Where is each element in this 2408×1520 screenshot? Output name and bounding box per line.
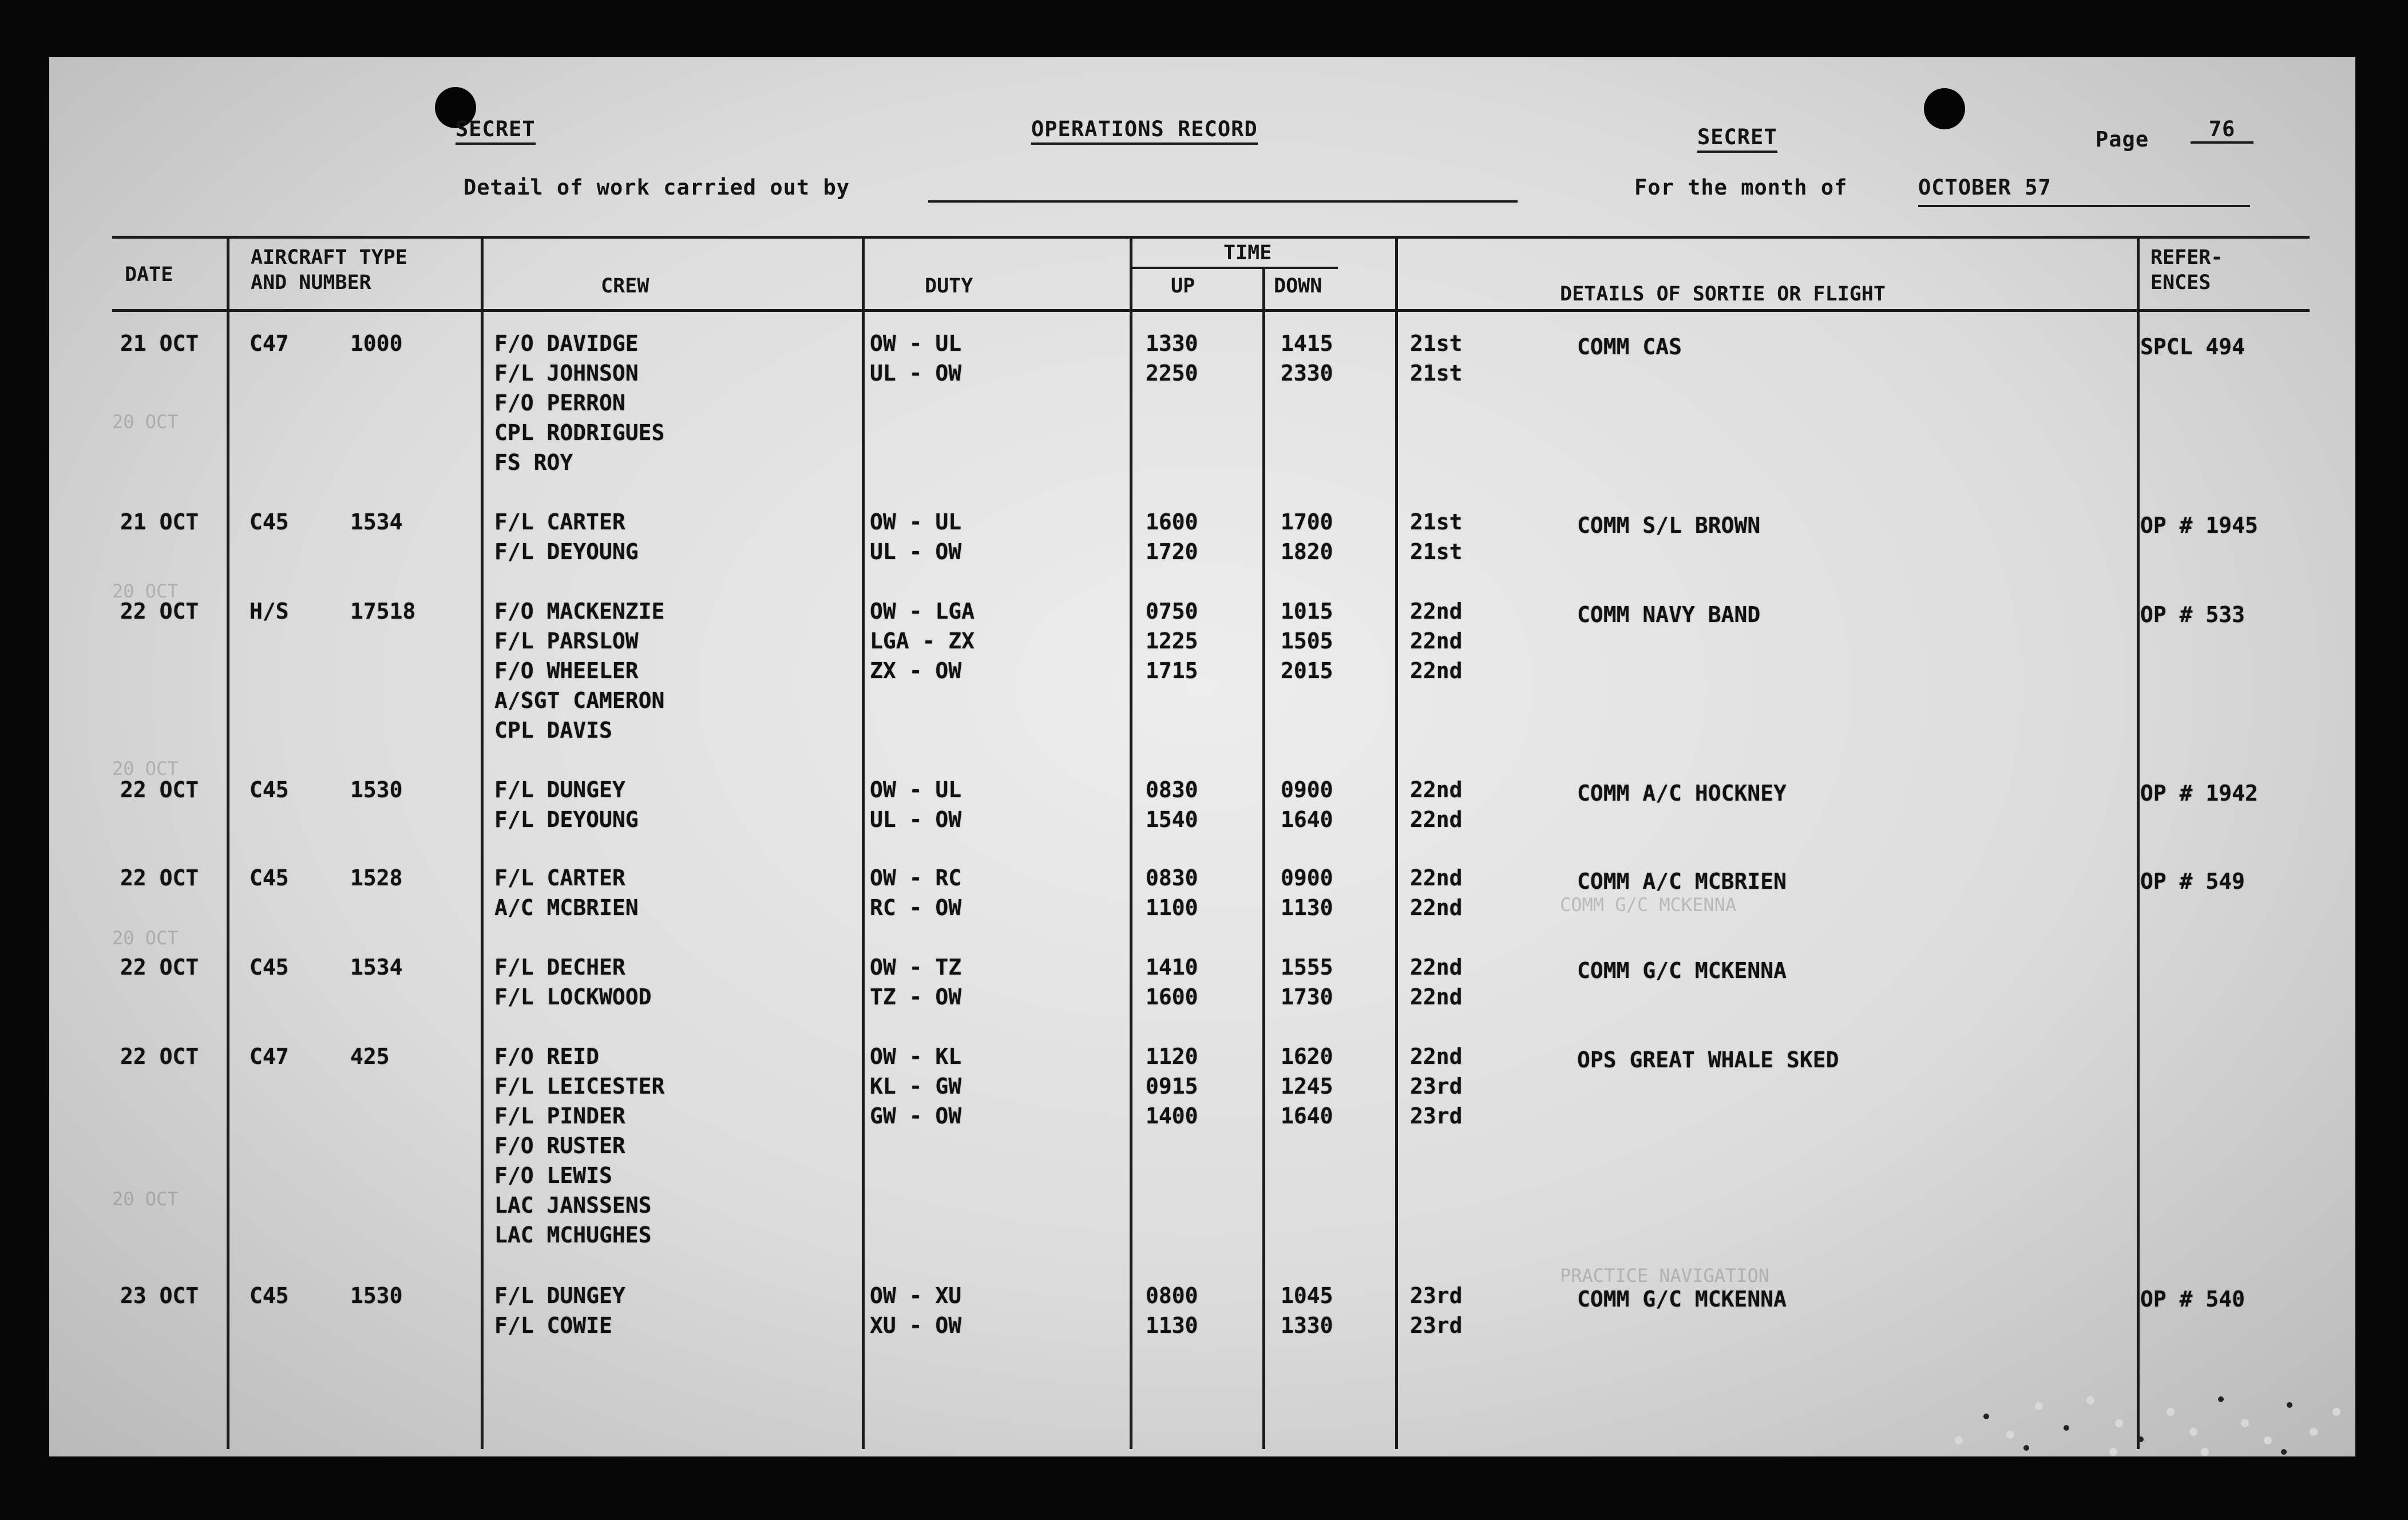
aircraft-type: C47 (249, 1044, 289, 1069)
crew-member: F/O LEWIS (494, 1163, 612, 1188)
duty-route: GW - OW (870, 1103, 962, 1129)
column-divider (1395, 236, 1398, 1449)
entry-date: 21 OCT (120, 331, 199, 356)
time-up: 1600 (1146, 984, 1198, 1010)
aircraft-number: 1530 (350, 1283, 403, 1308)
time-down: 1505 (1281, 628, 1333, 654)
flight-day: 22nd (1410, 658, 1463, 683)
duty-route: UL - OW (870, 807, 962, 832)
flight-day: 22nd (1410, 865, 1463, 890)
time-subheader-rule (1130, 267, 1338, 269)
reference: OP # 1945 (2140, 513, 2258, 538)
flight-day: 21st (1410, 509, 1463, 535)
sortie-details: COMM A/C HOCKNEY (1577, 781, 1787, 806)
aircraft-type: C45 (249, 509, 289, 535)
reference: OP # 533 (2140, 602, 2245, 627)
aircraft-type: H/S (249, 599, 289, 624)
flight-day: 22nd (1410, 628, 1463, 654)
damage-speck (2167, 1408, 2175, 1416)
time-up: 1120 (1146, 1044, 1198, 1069)
duty-route: OW - KL (870, 1044, 962, 1069)
sortie-details: COMM G/C MCKENNA (1577, 1287, 1787, 1312)
flight-day: 22nd (1410, 807, 1463, 832)
damage-speck (2189, 1428, 2197, 1436)
sortie-details: COMM G/C MCKENNA (1577, 958, 1787, 983)
duty-route: OW - TZ (870, 955, 962, 980)
entry-date: 22 OCT (120, 865, 199, 890)
page-number: 76 (2191, 117, 2253, 144)
time-down: 1415 (1281, 331, 1333, 356)
duty-route: OW - RC (870, 865, 962, 890)
entry-date: 22 OCT (120, 955, 199, 980)
secret-label-left: SECRET (456, 117, 536, 145)
duty-route: XU - OW (870, 1313, 962, 1338)
crew-member: F/L CARTER (494, 509, 625, 535)
time-up: 1225 (1146, 628, 1198, 654)
bleed-through-mark: 20 OCT (112, 927, 179, 949)
bleed-through-mark: COMM G/C MCKENNA (1560, 894, 1737, 916)
time-down: 1700 (1281, 509, 1333, 535)
reference: OP # 540 (2140, 1287, 2245, 1312)
aircraft-type: C47 (249, 331, 289, 356)
aircraft-type: C45 (249, 1283, 289, 1308)
bleed-through-mark: 20 OCT (112, 758, 179, 779)
column-divider (227, 236, 229, 1449)
damage-speck (2332, 1408, 2340, 1416)
flight-day: 22nd (1410, 895, 1463, 920)
damage-speck (2281, 1449, 2287, 1455)
damage-speck (2109, 1448, 2117, 1456)
secret-label-right: SECRET (1697, 125, 1777, 153)
time-up: 1720 (1146, 539, 1198, 564)
aircraft-number: 425 (350, 1044, 390, 1069)
crew-member: F/L CARTER (494, 865, 625, 890)
damage-speck (2218, 1396, 2224, 1402)
aircraft-number: 17518 (350, 599, 416, 624)
header-references-2: ENCES (2150, 271, 2211, 294)
damage-speck (2138, 1436, 2144, 1442)
header-date: DATE (125, 263, 173, 286)
header-time: TIME (1223, 242, 1272, 264)
duty-route: OW - UL (870, 331, 962, 356)
table-top-rule (112, 236, 2310, 239)
time-down: 0900 (1281, 777, 1333, 802)
time-up: 1715 (1146, 658, 1198, 683)
duty-route: OW - UL (870, 509, 962, 535)
time-down: 1555 (1281, 955, 1333, 980)
time-up: 1540 (1146, 807, 1198, 832)
flight-day: 23rd (1410, 1283, 1463, 1308)
header-aircraft-line-1: AIRCRAFT TYPE (251, 246, 407, 269)
duty-route: OW - LGA (870, 599, 975, 624)
aircraft-number: 1530 (350, 777, 403, 802)
crew-member: A/SGT CAMERON (494, 688, 665, 713)
column-divider (1130, 236, 1132, 1449)
time-up: 0830 (1146, 777, 1198, 802)
damage-speck (1983, 1414, 1989, 1419)
duty-route: RC - OW (870, 895, 962, 920)
header-down: DOWN (1274, 275, 1322, 298)
column-divider (481, 236, 484, 1449)
sortie-details: COMM CAS (1577, 334, 1682, 359)
header-aircraft-line-2: AND NUMBER (251, 271, 371, 294)
crew-member: F/L DEYOUNG (494, 539, 639, 564)
crew-member: F/O PERRON (494, 390, 625, 415)
damage-speck (1955, 1436, 1963, 1444)
entry-date: 22 OCT (120, 777, 199, 802)
duty-route: LGA - ZX (870, 628, 975, 654)
entry-date: 22 OCT (120, 1044, 199, 1069)
time-down: 1640 (1281, 1103, 1333, 1129)
crew-member: FS ROY (494, 450, 573, 475)
crew-member: F/O WHEELER (494, 658, 639, 683)
table-header-rule (112, 309, 2310, 312)
crew-member: A/C MCBRIEN (494, 895, 639, 920)
duty-route: KL - GW (870, 1074, 962, 1099)
flight-day: 21st (1410, 331, 1463, 356)
time-up: 2250 (1146, 361, 1198, 386)
crew-member: CPL DAVIS (494, 718, 612, 743)
time-up: 1330 (1146, 331, 1198, 356)
aircraft-type: C45 (249, 865, 289, 890)
crew-member: LAC MCHUGHES (494, 1222, 652, 1248)
reference: SPCL 494 (2140, 334, 2245, 359)
duty-route: ZX - OW (870, 658, 962, 683)
crew-member: F/L JOHNSON (494, 361, 639, 386)
crew-member: F/L LOCKWOOD (494, 984, 652, 1010)
time-down: 1015 (1281, 599, 1333, 624)
entry-date: 22 OCT (120, 599, 199, 624)
damage-speck (2064, 1425, 2069, 1431)
time-down: 2015 (1281, 658, 1333, 683)
aircraft-number: 1000 (350, 331, 403, 356)
crew-member: CPL RODRIGUES (494, 420, 665, 445)
damage-speck (2310, 1428, 2318, 1436)
damage-speck (2115, 1419, 2123, 1427)
aircraft-number: 1528 (350, 865, 403, 890)
flight-day: 23rd (1410, 1313, 1463, 1338)
crew-member: F/L PARSLOW (494, 628, 639, 654)
aircraft-number: 1534 (350, 955, 403, 980)
page-title: OPERATIONS RECORD (1031, 117, 1258, 145)
crew-member: F/O MACKENZIE (494, 599, 665, 624)
time-down: 1620 (1281, 1044, 1333, 1069)
crew-member: F/L DEYOUNG (494, 807, 639, 832)
document-sheet (49, 57, 2355, 1456)
flight-day: 22nd (1410, 777, 1463, 802)
flight-day: 23rd (1410, 1103, 1463, 1129)
damage-speck (2006, 1431, 2014, 1439)
sortie-details: COMM NAVY BAND (1577, 602, 1761, 627)
crew-member: F/O RUSTER (494, 1133, 625, 1158)
bleed-through-mark: 20 OCT (112, 580, 179, 602)
detail-underline (928, 200, 1518, 203)
time-up: 1100 (1146, 895, 1198, 920)
time-up: 0750 (1146, 599, 1198, 624)
time-up: 1600 (1146, 509, 1198, 535)
crew-member: F/L PINDER (494, 1103, 625, 1129)
column-divider (1262, 267, 1265, 1449)
damage-speck (2086, 1396, 2094, 1404)
flight-day: 22nd (1410, 1044, 1463, 1069)
crew-member: F/L LEICESTER (494, 1074, 665, 1099)
damage-speck (2241, 1419, 2249, 1427)
duty-route: UL - OW (870, 539, 962, 564)
duty-route: TZ - OW (870, 984, 962, 1010)
sortie-details: COMM A/C MCBRIEN (1577, 869, 1787, 894)
entry-date: 23 OCT (120, 1283, 199, 1308)
flight-day: 21st (1410, 539, 1463, 564)
bleed-through-mark: 20 OCT (112, 411, 179, 433)
sortie-details: COMM S/L BROWN (1577, 513, 1761, 538)
reference: OP # 549 (2140, 869, 2245, 894)
detail-of-work-label: Detail of work carried out by (464, 175, 850, 200)
flight-day: 22nd (1410, 955, 1463, 980)
time-up: 1130 (1146, 1313, 1198, 1338)
damage-speck (2023, 1445, 2029, 1451)
aircraft-type: C45 (249, 777, 289, 802)
column-divider (862, 236, 865, 1449)
time-up: 0800 (1146, 1283, 1198, 1308)
time-down: 1640 (1281, 807, 1333, 832)
damage-speck (2201, 1448, 2209, 1456)
crew-member: F/L DUNGEY (494, 1283, 625, 1308)
duty-route: OW - UL (870, 777, 962, 802)
header-details: DETAILS OF SORTIE OR FLIGHT (1560, 283, 1886, 306)
time-down: 1245 (1281, 1074, 1333, 1099)
crew-member: F/O REID (494, 1044, 600, 1069)
header-references-1: REFER- (2150, 246, 2223, 269)
time-down: 1730 (1281, 984, 1333, 1010)
reference: OP # 1942 (2140, 781, 2258, 806)
punch-hole-right (1924, 88, 1965, 129)
header-duty: DUTY (925, 275, 973, 298)
month-underline (1918, 205, 2250, 207)
time-down: 1130 (1281, 895, 1333, 920)
time-down: 1045 (1281, 1283, 1333, 1308)
damage-speck (2287, 1402, 2292, 1408)
time-up: 1410 (1146, 955, 1198, 980)
aircraft-type: C45 (249, 955, 289, 980)
flight-day: 23rd (1410, 1074, 1463, 1099)
flight-day: 21st (1410, 361, 1463, 386)
time-up: 0915 (1146, 1074, 1198, 1099)
sortie-details: OPS GREAT WHALE SKED (1577, 1047, 1839, 1072)
damage-speck (2035, 1402, 2043, 1410)
crew-member: F/L COWIE (494, 1313, 612, 1338)
time-down: 1330 (1281, 1313, 1333, 1338)
page-label: Page (2096, 127, 2149, 152)
duty-route: OW - XU (870, 1283, 962, 1308)
crew-member: F/L DUNGEY (494, 777, 625, 802)
duty-route: UL - OW (870, 361, 962, 386)
time-down: 1820 (1281, 539, 1333, 564)
flight-day: 22nd (1410, 984, 1463, 1010)
time-up: 1400 (1146, 1103, 1198, 1129)
time-down: 2330 (1281, 361, 1333, 386)
header-up: UP (1171, 275, 1195, 298)
month-value: OCTOBER 57 (1918, 175, 2051, 200)
bleed-through-mark: 20 OCT (112, 1188, 179, 1210)
month-label: For the month of (1634, 175, 1848, 200)
crew-member: F/L DECHER (494, 955, 625, 980)
crew-member: F/O DAVIDGE (494, 331, 639, 356)
header-crew: CREW (601, 275, 649, 298)
crew-member: LAC JANSSENS (494, 1193, 652, 1218)
flight-day: 22nd (1410, 599, 1463, 624)
entry-date: 21 OCT (120, 509, 199, 535)
aircraft-number: 1534 (350, 509, 403, 535)
bleed-through-mark: PRACTICE NAVIGATION (1560, 1265, 1770, 1287)
time-down: 0900 (1281, 865, 1333, 890)
damage-speck (2264, 1436, 2272, 1444)
time-up: 0830 (1146, 865, 1198, 890)
column-divider (2137, 236, 2140, 1449)
